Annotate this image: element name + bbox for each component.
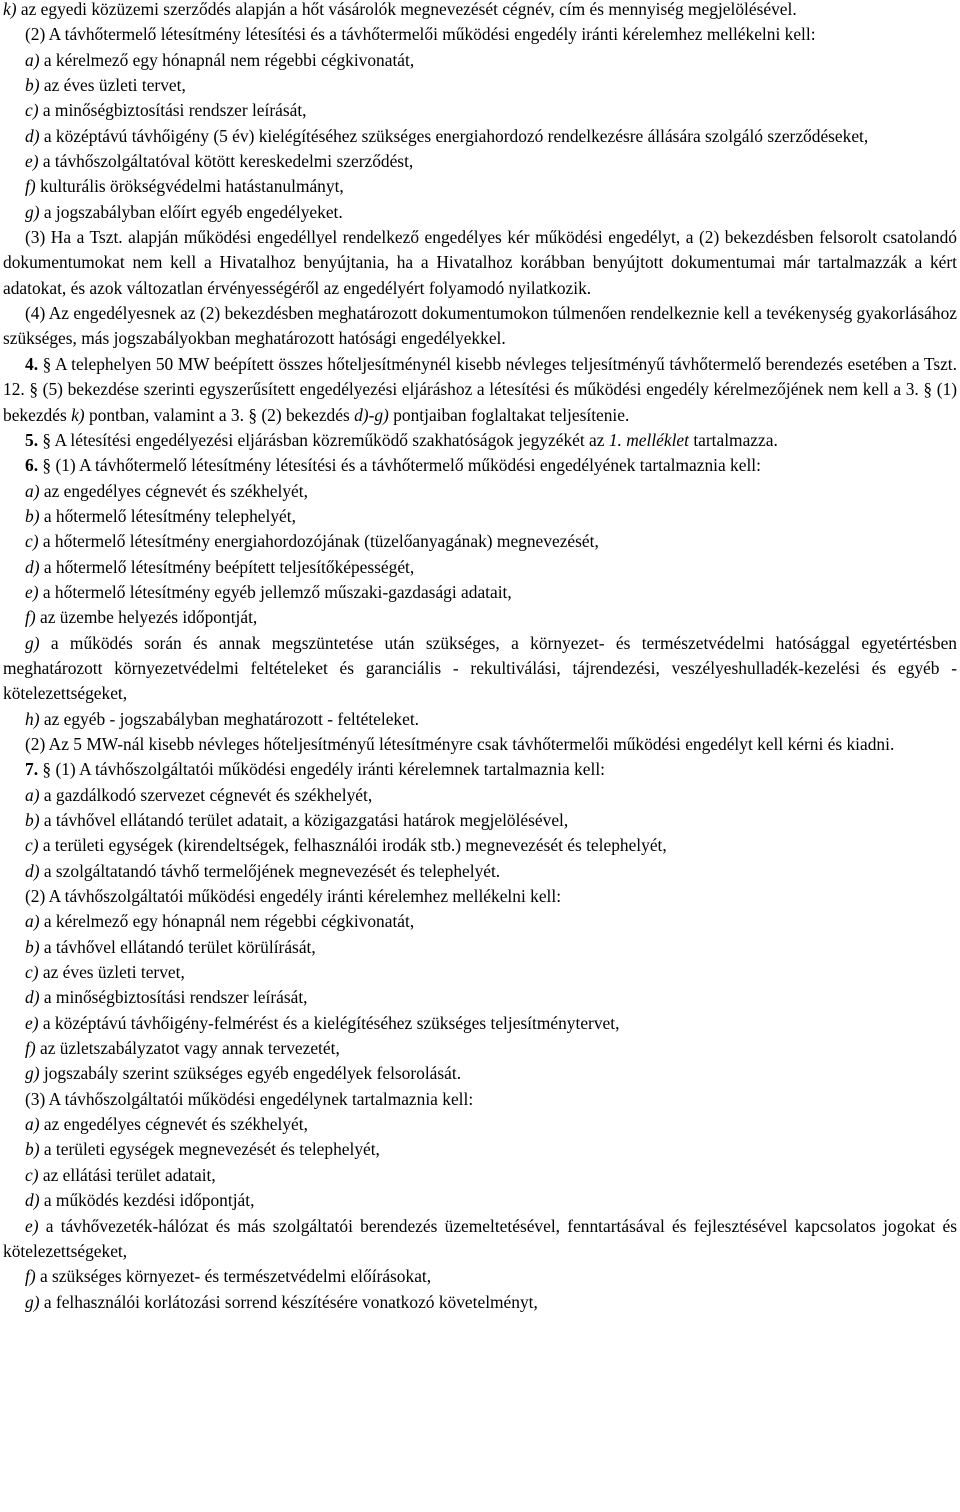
text-run: az egyéb - jogszabályban meghatározott - feltételeket. [39,708,420,729]
text-run: a minőségbiztosítási rendszer leírását, [39,987,308,1008]
paragraph [3,48,957,73]
paragraph [3,174,957,199]
paragraph [3,352,957,428]
paragraph [3,1214,957,1265]
section-number: 4. [25,353,39,374]
italic-run: b) [25,1139,40,1160]
paragraph [3,631,957,707]
text-run: az üzletszabályzatot vagy annak tervezetét, [35,1038,340,1059]
text-run: a középtávú távhőigény (5 év) kielégítéséhez szükséges energiahordozó rendelkezésre állására szolgáló szerződéseket, [39,125,869,146]
paragraph [3,453,957,478]
italic-run: c) [25,835,39,856]
text-run: § (1) A távhőszolgáltatói működési engedély iránti kérelemnek tartalmaznia kell: [38,759,605,780]
paragraph [3,1061,957,1086]
paragraph [3,479,957,504]
paragraph [3,301,957,352]
italic-run: b) [25,936,40,957]
text-run: a középtávú távhőigény-felmérést és a kielégítéséhez szükséges teljesítménytervet, [38,1012,620,1033]
italic-run: f) [25,1266,36,1287]
italic-run: d) [25,987,40,1008]
italic-run: e) [25,1215,39,1236]
text-run: a távhővel ellátandó terület körülírását, [39,936,316,957]
text-run: a távhővezeték-hálózat és más szolgáltatói berendezés üzemeltetésével, fenntartásával és fejlesztésével kapcsolatos jogokat és kötelezettségeket, [3,1215,957,1261]
section-number: 7. [25,759,39,780]
paragraph [3,884,957,909]
italic-run: c) [25,962,39,983]
text-run: (2) A távhőszolgáltatói működési engedély iránti kérelemhez mellékelni kell: [25,886,562,907]
italic-run: k) [71,404,85,425]
paragraph [3,808,957,833]
italic-run: e) [25,581,39,602]
section-number: 5. [25,429,39,450]
text-run: az ellátási terület adatait, [38,1164,216,1185]
text-run: § (1) A távhőtermelő létesítmény létesítési és a távhőtermelő működési engedélyének tartalmaznia kell: [38,455,761,476]
paragraph [3,757,957,782]
text-run: az engedélyes cégnevét és székhelyét, [39,480,308,501]
paragraph [3,1264,957,1289]
paragraph [3,783,957,808]
paragraph [3,833,957,858]
paragraph [3,0,957,22]
text-run: az üzembe helyezés időpontját, [35,607,258,628]
paragraph [3,909,957,934]
paragraph [3,1290,957,1315]
section-number: 6. [25,455,39,476]
italic-run: a) [25,784,40,805]
text-run: a szükséges környezet- és természetvédelmi előírásokat, [35,1266,432,1287]
italic-run: e) [25,1012,39,1033]
italic-run: d)-g) [354,404,389,425]
italic-run: d) [25,125,40,146]
italic-run: k) [3,0,17,19]
text-run: a kérelmező egy hónapnál nem régebbi cégkivonatát, [39,49,415,70]
text-run: pontjaiban foglaltakat teljesítenie. [388,404,630,425]
italic-run: f) [25,176,36,197]
text-run: az éves üzleti tervet, [39,75,186,96]
paragraph [3,732,957,757]
text-run: pontban, valamint a 3. § (2) bekezdés [84,404,355,425]
paragraph [3,149,957,174]
paragraph [3,1137,957,1162]
text-run: az egyedi közüzemi szerződés alapján a hőt vásárolók megnevezését cégnév, cím és mennyiség megjelölésével. [16,0,797,19]
italic-run: a) [25,480,40,501]
text-run: jogszabály szerint szükséges egyéb engedélyek felsorolását. [39,1063,462,1084]
text-run: § A telephelyen 50 MW beépített összes hőteljesítménynél kisebb névleges teljesítményű távhőtermelő berendezés esetében a Tszt. 12. § (5) bekezdése szerinti egyszerűsített engedélyezési eljáráshoz a létesítési és működési engedély kérelmezőjének nem kell a 3. § (1) bekezdés [3,353,957,425]
italic-run: f) [25,1038,36,1059]
paragraph [3,428,957,453]
italic-run: b) [25,505,40,526]
text-run: az éves üzleti tervet, [38,962,185,983]
italic-run: g) [25,1291,40,1312]
italic-run: d) [25,1190,40,1211]
paragraph [3,200,957,225]
italic-run: d) [25,860,40,881]
text-run: (2) Az 5 MW-nál kisebb névleges hőteljesítményű létesítményre csak távhőtermelői működési engedélyt kell kérni és kiadni. [25,733,895,754]
text-run: a kérelmező egy hónapnál nem régebbi cégkivonatát, [39,911,415,932]
paragraph [3,124,957,149]
paragraph [3,1112,957,1137]
paragraph [3,504,957,529]
italic-run: f) [25,607,36,628]
text-run: (4) Az engedélyesnek az (2) bekezdésben meghatározott dokumentumokon túlmenően rendelkeznie kell a tevékenység gyakorlásához szükséges, más jogszabályokban meghatározott hatósági engedélyekkel. [3,303,957,349]
text-run: § A létesítési engedélyezési eljárásban közreműködő szakhatóságok jegyzékét az [38,429,609,450]
paragraph [3,960,957,985]
italic-run: a) [25,911,40,932]
text-run: a hőtermelő létesítmény energiahordozójának (tüzelőanyagának) megnevezését, [38,531,599,552]
italic-run: 1. melléklet [608,429,689,450]
paragraph [3,1011,957,1036]
italic-run: b) [25,810,40,830]
text-run: a jogszabályban előírt egyéb engedélyeket. [39,201,343,222]
text-run: a felhasználói korlátozási sorrend készítésére vonatkozó követelményt, [39,1291,538,1312]
italic-run: d) [25,556,40,577]
italic-run: h) [25,708,40,729]
paragraph [3,225,957,301]
text-run: a távhővel ellátandó terület adatait, a közigazgatási határok megjelölésével, [39,810,569,830]
paragraph [3,605,957,630]
italic-run: a) [25,1114,40,1135]
italic-run: g) [25,201,40,222]
italic-run: c) [25,100,39,121]
italic-run: a) [25,49,40,70]
text-run: az engedélyes cégnevét és székhelyét, [39,1114,308,1135]
paragraph [3,1163,957,1188]
paragraph [3,98,957,123]
text-run: kulturális örökségvédelmi hatástanulmányt, [35,176,344,197]
text-run: a területi egységek (kirendeltségek, felhasználói irodák stb.) megnevezését és telephelyét, [38,835,667,856]
italic-run: g) [25,1063,40,1084]
text-run: a működés során és annak megszüntetése után szükséges, a környezet- és természetvédelmi hatósággal egyetértésben meghatározott környezetvédelmi feltételeket és garanciális - rekultiválási, tájrendezési, veszélyeshulladék-kezelési és egyéb - kötelezettségeket, [3,632,957,704]
text-run: a minőségbiztosítási rendszer leírását, [38,100,307,121]
text-run: a gazdálkodó szervezet cégnevét és székhelyét, [39,784,373,805]
paragraph [3,1188,957,1213]
italic-run: c) [25,1164,39,1185]
text-run: (2) A távhőtermelő létesítmény létesítési és a távhőtermelői működési engedély iránti kérelemhez mellékelni kell: [25,24,816,45]
text-run: (3) Ha a Tszt. alapján működési engedéllyel rendelkező engedélyes kér működési engedélyt, a (2) bekezdésben felsorolt csatolandó dokumentumokat nem kell a Hivatalhoz benyújtania, ha a Hivatalhoz korábban benyújtott dokumentumai már tartalmazzák a kért adatokat, és azok változatlan érvényességéről az engedélyért folyamodó nyilatkozik. [3,227,957,298]
text-run: a távhőszolgáltatóval kötött kereskedelmi szerződést, [38,151,414,172]
paragraph [3,985,957,1010]
paragraph [3,555,957,580]
paragraph [3,73,957,98]
paragraph [3,1036,957,1061]
paragraph [3,580,957,605]
text-run: a hőtermelő létesítmény beépített teljesítőképességét, [39,556,415,577]
text-run: (3) A távhőszolgáltatói működési engedélynek tartalmaznia kell: [25,1088,474,1109]
text-run: a hőtermelő létesítmény telephelyét, [39,505,296,526]
text-run: a területi egységek megnevezését és telephelyét, [39,1139,380,1160]
text-run: a szolgáltatandó távhő termelőjének megnevezését és telephelyét. [39,860,501,881]
text-run: a működés kezdési időpontját, [39,1190,255,1211]
italic-run: e) [25,151,39,172]
paragraph [3,22,957,47]
text-run: a hőtermelő létesítmény egyéb jellemző műszaki-gazdasági adatait, [38,581,512,602]
text-run: tartalmazza. [688,429,778,450]
paragraph [3,707,957,732]
paragraph [3,529,957,554]
italic-run: c) [25,531,39,552]
italic-run: g) [25,632,40,653]
paragraph [3,935,957,960]
paragraph [3,859,957,884]
italic-run: b) [25,75,40,96]
paragraph [3,1087,957,1112]
